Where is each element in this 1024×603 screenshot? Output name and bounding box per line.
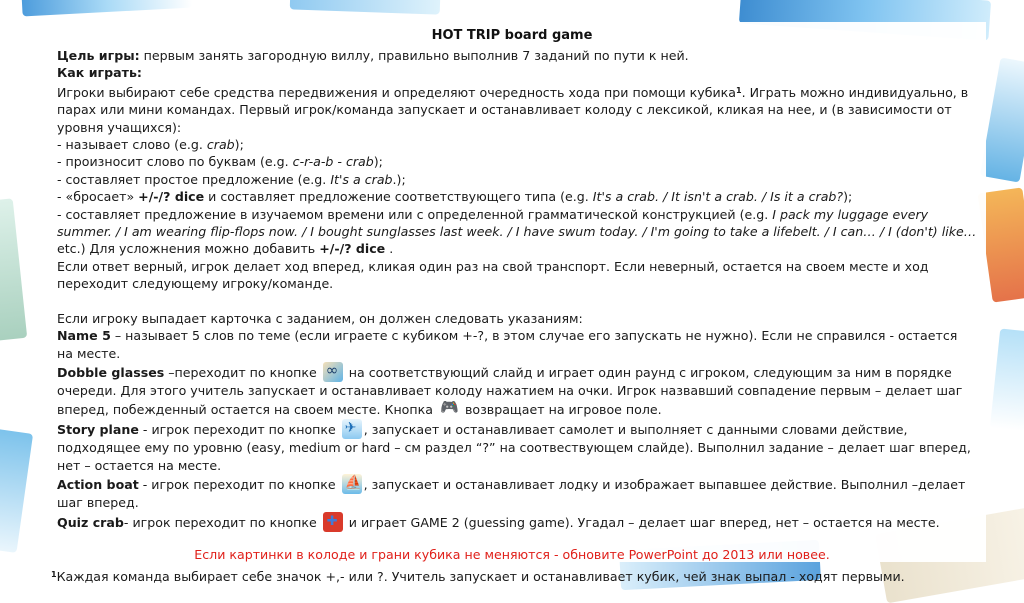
step-item	[47, 171, 977, 188]
footnote-ref: 1	[736, 85, 742, 95]
how-to-play-heading	[47, 64, 977, 81]
footnote-text: Каждая команда выбирает себе значок +,- или ?. Учитель запускает и останавливает кубик, чей знак выпал - ходят первыми.	[56, 568, 905, 584]
how-to-play-intro	[47, 82, 977, 136]
step-text: и составляет предложение соответствующего типа (e.g.	[204, 189, 593, 205]
boat-icon[interactable]	[342, 474, 362, 494]
card-text: –переходит по кнопке	[164, 364, 321, 380]
card-dobble	[47, 362, 977, 419]
card-intro: Если игроку выпадает карточка с заданием, он должен следовать указаниям:	[57, 310, 583, 326]
step-example: It's a crab. / It isn't a crab. / Is it a crab?	[592, 189, 844, 205]
footnote-marker: 1	[51, 569, 57, 579]
background-slide-card	[0, 198, 27, 341]
rules-panel	[38, 22, 986, 584]
rules-body	[47, 47, 977, 585]
card-label: Quiz crab	[57, 514, 124, 530]
goal-paragraph	[47, 47, 977, 64]
card-label: Story plane	[57, 422, 139, 438]
background-slide-card	[0, 427, 33, 553]
step-text: - произносит слово по буквам (e.g.	[57, 154, 293, 170]
step-example: c-r-a-b - crab	[292, 154, 374, 170]
step-item	[47, 136, 977, 153]
card-action-boat	[47, 474, 977, 511]
spacer	[47, 293, 977, 310]
step-text: - «бросает»	[57, 189, 139, 205]
step-item	[47, 206, 977, 258]
card-text: , запускает и останавливает самолет и выполняет с данными словами действие, подходящее ему по уровню (easy, medium or hard – см раздел “?” на соотвествующем слайде). Выполнил задание – делает шаг вперед, нет – остается на месте.	[57, 422, 971, 473]
step-item	[47, 153, 977, 170]
card-story-plane	[47, 419, 977, 474]
plane-icon[interactable]	[342, 419, 362, 439]
card-text: и играет GAME 2 (guessing game). Угадал – делает шаг вперед, нет – остается на месте.	[344, 514, 940, 530]
step-text: - составляет простое предложение (e.g.	[57, 171, 331, 187]
card-label: Dobble glasses	[57, 364, 165, 380]
card-text: - игрок переходит по кнопке	[138, 477, 340, 493]
card-quiz-crab	[47, 512, 977, 532]
background-slide-card	[990, 328, 1024, 431]
step-text: - называет слово (e.g.	[57, 137, 207, 153]
step-text: );	[234, 137, 244, 153]
step-text: .);	[392, 171, 406, 187]
background-slide-card	[22, 0, 193, 16]
card-text: , запускает и останавливает лодку и изображает выпавшее действие. Выполнил –делает шаг вперед.	[57, 477, 966, 511]
background-slide-card	[980, 57, 1024, 182]
step-text: .	[385, 241, 394, 257]
update-notice: Если картинки в колоде и грани кубика не меняются - обновите PowerPoint до 2013 или новее.	[194, 547, 830, 562]
dice-label: +/-/? dice	[138, 189, 205, 205]
step-text: );	[373, 154, 383, 170]
intro-text: Игроки выбирают себе средства передвижения и определяют очередность хода при помощи кубика	[57, 84, 736, 100]
card-name5	[47, 327, 977, 362]
card-text: - игрок переходит по кнопке	[123, 514, 321, 530]
card-label: Name 5	[57, 328, 111, 344]
footnote	[51, 566, 977, 585]
goal-label: Цель игры:	[57, 48, 140, 63]
step-text: - составляет предложение в изучаемом времени или с определенной грамматической конструкцией (e.g.	[57, 206, 773, 222]
answer-rule: Если ответ верный, игрок делает ход вперед, кликая один раз на свой транспорт. Если неверный, остается на своем месте и ход переходит следующему игроку/команде.	[57, 258, 929, 292]
background-slide-card	[290, 0, 441, 15]
step-example: crab	[206, 137, 235, 153]
how-to-play-label: Как играть:	[57, 65, 142, 81]
intro-text-cont: . Играть можно индивидуально, в парах или мини командах. Первый игрок/команда запускает и останавливает колоду с лексикой, кликая на нее, и (в зависимости от уровня учащихся):	[57, 84, 969, 135]
crab-icon[interactable]	[323, 512, 343, 532]
page-title: HOT TRIP board game	[431, 28, 593, 43]
goal-text: первым занять загородную виллу, правильно выполнив 7 заданий по пути к ней.	[139, 48, 689, 63]
card-text: – называет 5 слов по теме (если играете с кубиком +-?, в этом случае его запускать не нужно). Если не справился - остается на месте.	[57, 328, 958, 361]
card-label: Action boat	[57, 477, 139, 493]
step-example: I pack my luggage every summer. / I am wearing flip-flops now. / I bought sunglasses last week. / I have swum today. / I'm going to take a lifebelt. / I can… / I (don't) like…	[57, 206, 977, 240]
card-text: на соответствующий слайд и играет один раунд с игроком, следующим за ним в порядке очереди. Для этого учитель запускает и останавливает колоду нажатием на очки. Игрок назвавший совпадение первым – делает шаг вперед, побежденный остается на своем месте. Кнопка	[57, 364, 963, 418]
gamepad-icon[interactable]	[439, 399, 459, 419]
step-item	[47, 188, 977, 205]
glasses-icon[interactable]	[323, 362, 343, 382]
step-text: );	[843, 189, 853, 205]
step-example: It's a crab	[330, 171, 393, 187]
card-text: - игрок переходит по кнопке	[138, 422, 340, 438]
dice-label: +/-/? dice	[319, 241, 386, 257]
card-text: возвращает на игровое поле.	[460, 402, 662, 418]
step-text: etc.) Для усложнения можно добавить	[57, 241, 320, 257]
